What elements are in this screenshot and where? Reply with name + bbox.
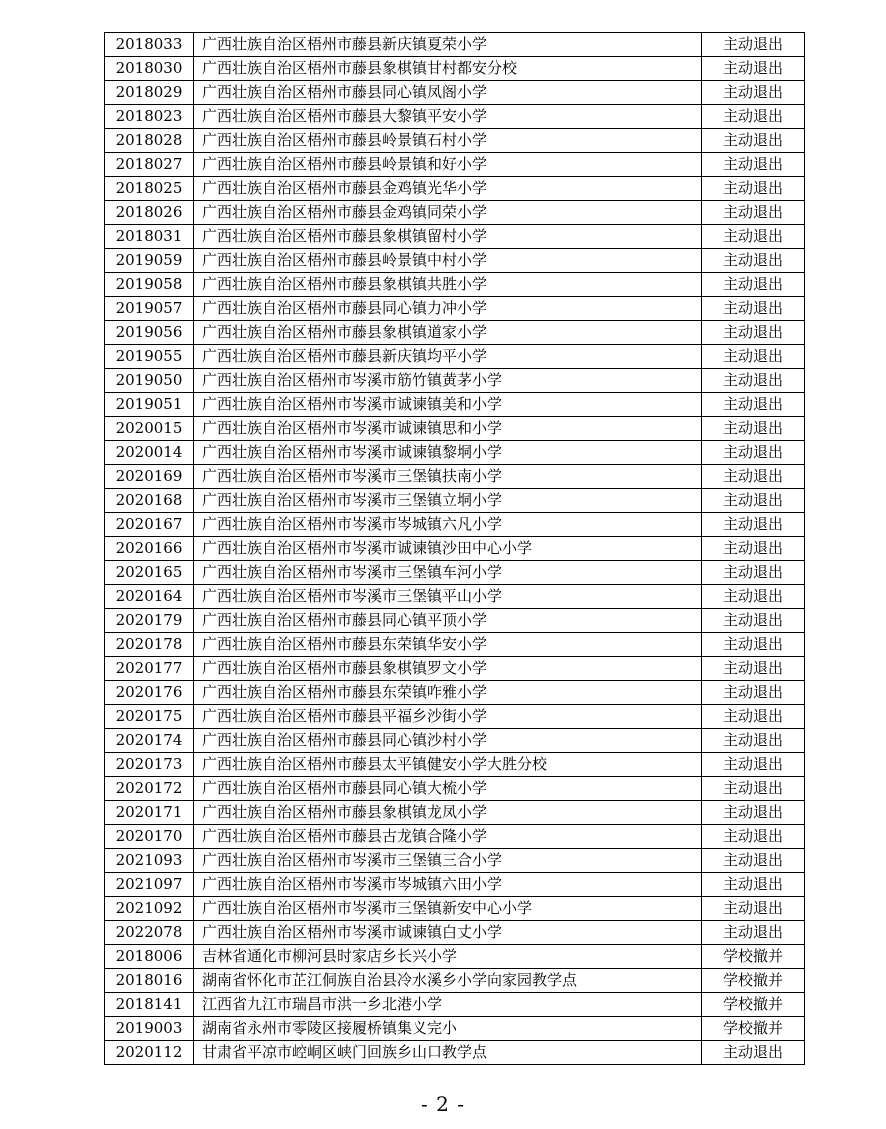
exit-reason-cell: 主动退出 [702, 177, 805, 201]
exit-reason-cell: 主动退出 [702, 369, 805, 393]
table-row [105, 537, 805, 561]
school-code-cell: 2020168 [105, 489, 194, 513]
school-code-cell: 2020014 [105, 441, 194, 465]
school-code-cell: 2018031 [105, 225, 194, 249]
table-row [105, 465, 805, 489]
exit-reason-cell: 主动退出 [702, 393, 805, 417]
table-row [105, 993, 805, 1017]
exit-reason-cell: 主动退出 [702, 273, 805, 297]
table-row [105, 945, 805, 969]
school-name-cell: 广西壮族自治区梧州市岑溪市三堡镇立垌小学 [194, 489, 702, 513]
school-code-cell: 2018141 [105, 993, 194, 1017]
school-code-cell: 2018006 [105, 945, 194, 969]
table-row [105, 921, 805, 945]
table-row [105, 1017, 805, 1041]
exit-reason-cell: 学校撤并 [702, 945, 805, 969]
school-code-cell: 2018028 [105, 129, 194, 153]
schools-table [104, 32, 805, 1065]
exit-reason-cell: 主动退出 [702, 921, 805, 945]
school-code-cell: 2020176 [105, 681, 194, 705]
table-row [105, 153, 805, 177]
school-code-cell: 2020177 [105, 657, 194, 681]
table-row [105, 177, 805, 201]
school-name-cell: 广西壮族自治区梧州市藤县象棋镇共胜小学 [194, 273, 702, 297]
school-code-cell: 2022078 [105, 921, 194, 945]
school-code-cell: 2020166 [105, 537, 194, 561]
exit-reason-cell: 主动退出 [702, 609, 805, 633]
exit-reason-cell: 主动退出 [702, 873, 805, 897]
table-row [105, 609, 805, 633]
school-name-cell: 甘肃省平凉市崆峒区峡门回族乡山口教学点 [194, 1041, 702, 1065]
school-code-cell: 2019059 [105, 249, 194, 273]
exit-reason-cell: 主动退出 [702, 897, 805, 921]
school-name-cell: 广西壮族自治区梧州市藤县古龙镇合隆小学 [194, 825, 702, 849]
school-name-cell: 广西壮族自治区梧州市藤县象棋镇罗文小学 [194, 657, 702, 681]
table-row [105, 825, 805, 849]
school-code-cell: 2021092 [105, 897, 194, 921]
school-name-cell: 广西壮族自治区梧州市藤县东荣镇华安小学 [194, 633, 702, 657]
school-code-cell: 2020172 [105, 777, 194, 801]
school-code-cell: 2020165 [105, 561, 194, 585]
table-row [105, 441, 805, 465]
school-name-cell: 广西壮族自治区梧州市藤县新庆镇夏荣小学 [194, 33, 702, 57]
school-name-cell: 广西壮族自治区梧州市藤县同心镇大梳小学 [194, 777, 702, 801]
school-name-cell: 广西壮族自治区梧州市岑溪市诚谏镇思和小学 [194, 417, 702, 441]
school-name-cell: 广西壮族自治区梧州市岑溪市筋竹镇黄茅小学 [194, 369, 702, 393]
exit-reason-cell: 主动退出 [702, 297, 805, 321]
exit-reason-cell: 主动退出 [702, 129, 805, 153]
school-code-cell: 2020174 [105, 729, 194, 753]
school-code-cell: 2019003 [105, 1017, 194, 1041]
table-row [105, 345, 805, 369]
school-name-cell: 广西壮族自治区梧州市藤县同心镇平顶小学 [194, 609, 702, 633]
page-number: - 2 - [421, 1092, 465, 1116]
table-row [105, 969, 805, 993]
table-row [105, 273, 805, 297]
school-code-cell: 2018030 [105, 57, 194, 81]
table-row [105, 489, 805, 513]
table-row [105, 1041, 805, 1065]
school-name-cell: 吉林省通化市柳河县时家店乡长兴小学 [194, 945, 702, 969]
table-row [105, 225, 805, 249]
school-name-cell: 广西壮族自治区梧州市岑溪市三堡镇三合小学 [194, 849, 702, 873]
school-name-cell: 湖南省怀化市芷江侗族自治县冷水溪乡小学向家园教学点 [194, 969, 702, 993]
exit-reason-cell: 主动退出 [702, 81, 805, 105]
table-row [105, 513, 805, 537]
school-code-cell: 2020171 [105, 801, 194, 825]
exit-reason-cell: 主动退出 [702, 417, 805, 441]
exit-reason-cell: 主动退出 [702, 729, 805, 753]
school-name-cell: 广西壮族自治区梧州市藤县岭景镇石村小学 [194, 129, 702, 153]
school-name-cell: 广西壮族自治区梧州市藤县象棋镇龙凤小学 [194, 801, 702, 825]
school-code-cell: 2018025 [105, 177, 194, 201]
table-row [105, 777, 805, 801]
table-row [105, 201, 805, 225]
table-row [105, 393, 805, 417]
school-code-cell: 2019051 [105, 393, 194, 417]
school-name-cell: 广西壮族自治区梧州市藤县同心镇力冲小学 [194, 297, 702, 321]
table-row [105, 249, 805, 273]
school-code-cell: 2019055 [105, 345, 194, 369]
school-name-cell: 广西壮族自治区梧州市藤县东荣镇咋雅小学 [194, 681, 702, 705]
table-row [105, 33, 805, 57]
exit-reason-cell: 主动退出 [702, 105, 805, 129]
table-row [105, 849, 805, 873]
exit-reason-cell: 主动退出 [702, 249, 805, 273]
exit-reason-cell: 主动退出 [702, 537, 805, 561]
school-code-cell: 2020170 [105, 825, 194, 849]
school-name-cell: 广西壮族自治区梧州市岑溪市岑城镇六凡小学 [194, 513, 702, 537]
table-row [105, 129, 805, 153]
table-row [105, 897, 805, 921]
school-code-cell: 2019050 [105, 369, 194, 393]
school-name-cell: 广西壮族自治区梧州市藤县太平镇健安小学大胜分校 [194, 753, 702, 777]
table-row [105, 657, 805, 681]
school-name-cell: 广西壮族自治区梧州市岑溪市诚谏镇白丈小学 [194, 921, 702, 945]
table-row [105, 369, 805, 393]
school-code-cell: 2019057 [105, 297, 194, 321]
school-code-cell: 2020175 [105, 705, 194, 729]
school-name-cell: 湖南省永州市零陵区接履桥镇集义完小 [194, 1017, 702, 1041]
exit-reason-cell: 主动退出 [702, 57, 805, 81]
table-row [105, 585, 805, 609]
school-code-cell: 2019058 [105, 273, 194, 297]
table-row [105, 297, 805, 321]
school-code-cell: 2018026 [105, 201, 194, 225]
school-name-cell: 广西壮族自治区梧州市藤县同心镇凤阁小学 [194, 81, 702, 105]
table-row [105, 105, 805, 129]
exit-reason-cell: 主动退出 [702, 153, 805, 177]
school-name-cell: 广西壮族自治区梧州市藤县金鸡镇光华小学 [194, 177, 702, 201]
table-row [105, 81, 805, 105]
school-name-cell: 广西壮族自治区梧州市岑溪市三堡镇扶南小学 [194, 465, 702, 489]
exit-reason-cell: 主动退出 [702, 225, 805, 249]
school-name-cell: 广西壮族自治区梧州市藤县大黎镇平安小学 [194, 105, 702, 129]
school-name-cell: 广西壮族自治区梧州市岑溪市诚谏镇黎垌小学 [194, 441, 702, 465]
school-name-cell: 广西壮族自治区梧州市藤县岭景镇中村小学 [194, 249, 702, 273]
school-code-cell: 2020112 [105, 1041, 194, 1065]
exit-reason-cell: 主动退出 [702, 849, 805, 873]
school-code-cell: 2018029 [105, 81, 194, 105]
school-code-cell: 2020015 [105, 417, 194, 441]
school-code-cell: 2018016 [105, 969, 194, 993]
exit-reason-cell: 学校撤并 [702, 1017, 805, 1041]
table-row [105, 873, 805, 897]
exit-reason-cell: 主动退出 [702, 489, 805, 513]
exit-reason-cell: 主动退出 [702, 33, 805, 57]
school-code-cell: 2020179 [105, 609, 194, 633]
school-name-cell: 广西壮族自治区梧州市藤县平福乡沙街小学 [194, 705, 702, 729]
school-name-cell: 广西壮族自治区梧州市岑溪市岑城镇六田小学 [194, 873, 702, 897]
table-row [105, 561, 805, 585]
table-row [105, 321, 805, 345]
table-row [105, 681, 805, 705]
school-code-cell: 2021097 [105, 873, 194, 897]
school-code-cell: 2020178 [105, 633, 194, 657]
exit-reason-cell: 主动退出 [702, 321, 805, 345]
school-name-cell: 广西壮族自治区梧州市岑溪市诚谏镇沙田中心小学 [194, 537, 702, 561]
school-name-cell: 广西壮族自治区梧州市岑溪市三堡镇新安中心小学 [194, 897, 702, 921]
school-name-cell: 广西壮族自治区梧州市藤县金鸡镇同荣小学 [194, 201, 702, 225]
school-code-cell: 2020173 [105, 753, 194, 777]
exit-reason-cell: 学校撤并 [702, 969, 805, 993]
exit-reason-cell: 主动退出 [702, 1041, 805, 1065]
table-row [105, 57, 805, 81]
school-code-cell: 2018027 [105, 153, 194, 177]
exit-reason-cell: 主动退出 [702, 585, 805, 609]
exit-reason-cell: 主动退出 [702, 681, 805, 705]
exit-reason-cell: 主动退出 [702, 513, 805, 537]
exit-reason-cell: 主动退出 [702, 657, 805, 681]
exit-reason-cell: 主动退出 [702, 777, 805, 801]
exit-reason-cell: 主动退出 [702, 561, 805, 585]
school-name-cell: 广西壮族自治区梧州市藤县岭景镇和好小学 [194, 153, 702, 177]
exit-reason-cell: 主动退出 [702, 633, 805, 657]
school-code-cell: 2020169 [105, 465, 194, 489]
school-code-cell: 2020167 [105, 513, 194, 537]
school-name-cell: 广西壮族自治区梧州市岑溪市诚谏镇美和小学 [194, 393, 702, 417]
table-row [105, 801, 805, 825]
table-row [105, 705, 805, 729]
table-row [105, 417, 805, 441]
school-name-cell: 广西壮族自治区梧州市岑溪市三堡镇车河小学 [194, 561, 702, 585]
school-name-cell: 广西壮族自治区梧州市岑溪市三堡镇平山小学 [194, 585, 702, 609]
table-body [105, 33, 805, 1065]
exit-reason-cell: 主动退出 [702, 801, 805, 825]
school-name-cell: 广西壮族自治区梧州市藤县同心镇沙村小学 [194, 729, 702, 753]
table-row [105, 729, 805, 753]
school-name-cell: 广西壮族自治区梧州市藤县象棋镇留村小学 [194, 225, 702, 249]
exit-reason-cell: 主动退出 [702, 753, 805, 777]
school-name-cell: 广西壮族自治区梧州市藤县象棋镇道家小学 [194, 321, 702, 345]
school-code-cell: 2018033 [105, 33, 194, 57]
exit-reason-cell: 主动退出 [702, 705, 805, 729]
school-code-cell: 2020164 [105, 585, 194, 609]
exit-reason-cell: 主动退出 [702, 825, 805, 849]
exit-reason-cell: 学校撤并 [702, 993, 805, 1017]
school-name-cell: 江西省九江市瑞昌市洪一乡北港小学 [194, 993, 702, 1017]
table-row [105, 633, 805, 657]
exit-reason-cell: 主动退出 [702, 201, 805, 225]
school-name-cell: 广西壮族自治区梧州市藤县象棋镇甘村都安分校 [194, 57, 702, 81]
exit-reason-cell: 主动退出 [702, 345, 805, 369]
school-code-cell: 2019056 [105, 321, 194, 345]
school-code-cell: 2018023 [105, 105, 194, 129]
exit-reason-cell: 主动退出 [702, 465, 805, 489]
school-name-cell: 广西壮族自治区梧州市藤县新庆镇均平小学 [194, 345, 702, 369]
school-code-cell: 2021093 [105, 849, 194, 873]
table-row [105, 753, 805, 777]
exit-reason-cell: 主动退出 [702, 441, 805, 465]
